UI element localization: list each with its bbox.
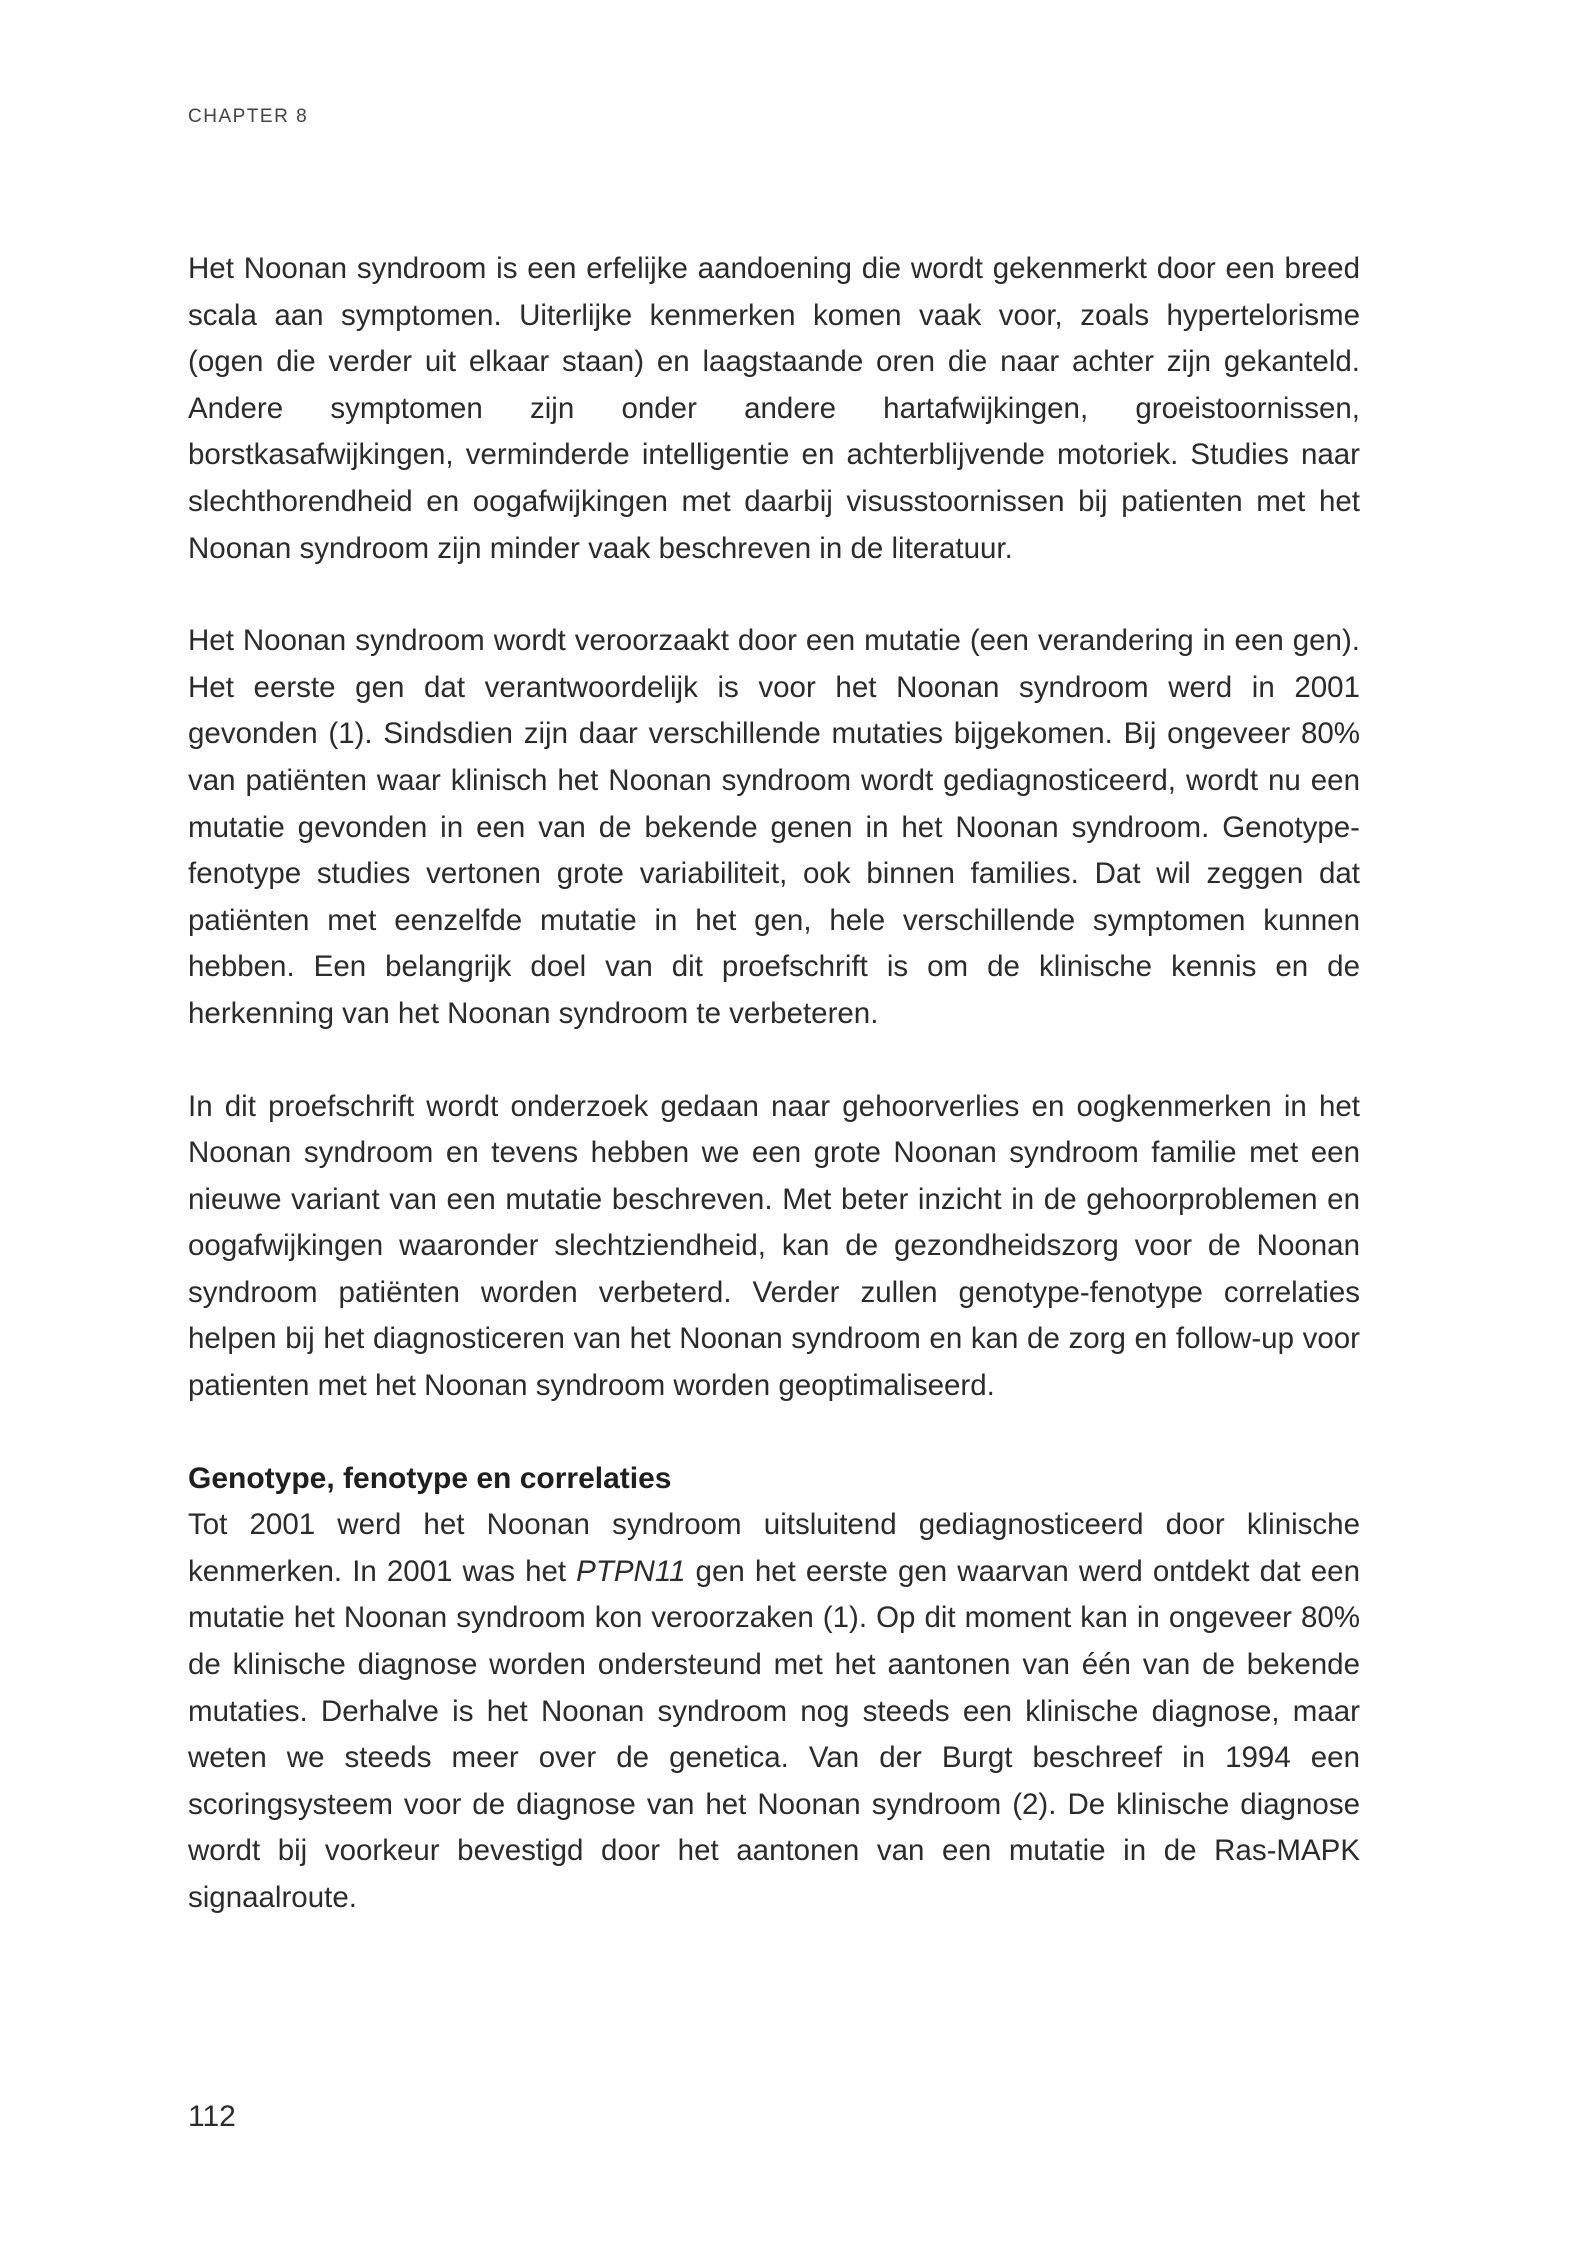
- paragraph-genotype-part1: Tot 2001 werd het Noonan syndroom uitsluitend gediagnosticeerd door klinische kenmerken. In 2001 was het: [188, 1508, 1360, 1588]
- gene-name: PTPN11: [576, 1554, 686, 1588]
- paragraph-thesis-aim: In dit proefschrift wordt onderzoek gedaan naar gehoorverlies en oogkenmerken in het Noonan syndroom en tevens hebben we een grote Noonan syndroom familie met een nieuwe variant van een mutatie beschreven. Met beter inzicht in de gehoorproblemen en oogafwijkingen waaronder slechtziendheid, kan de gezondheidszorg voor de Noonan syndroom patiënten worden verbeterd. Verder zullen genotype-fenotype correlaties helpen bij het diagnosticeren van het Noonan syndroom en kan de zorg en follow-up voor patienten met het Noonan syndroom worden geoptimaliseerd.: [188, 1089, 1360, 1403]
- page-number: 112: [188, 2100, 236, 2133]
- body-text: [188, 246, 1360, 1922]
- paragraph-genotype: [188, 1502, 1360, 1921]
- paragraph-genotype-part2: gen het eerste gen waarvan werd ontdekt dat een mutatie het Noonan syndroom kon veroorzaken (1). Op dit moment kan in ongeveer 80% de klinische diagnose worden ondersteund met het aantonen van één van de bekende mutaties. Derhalve is het Noonan syndroom nog steeds een klinische diagnose, maar weten we steeds meer over de genetica. Van der Burgt beschreef in 1994 een scoringsysteem voor de diagnose van het Noonan syndroom (2). De klinische diagnose wordt bij voorkeur bevestigd door het aantonen van een mutatie in de Ras-MAPK signaalroute.: [188, 1554, 1360, 1914]
- paragraph-intro: Het Noonan syndroom is een erfelijke aandoening die wordt gekenmerkt door een breed scala aan symptomen. Uiterlijke kenmerken komen vaak voor, zoals hypertelorisme (ogen die verder uit elkaar staan) en laagstaande oren die naar achter zijn gekanteld. Andere symptomen zijn onder andere hartafwijkingen, groeistoornissen, borstkasafwijkingen, verminderde intelligentie en achterblijvende motoriek. Studies naar slechthorendheid en oogafwijkingen met daarbij visusstoornissen bij patienten met het Noonan syndroom zijn minder vaak beschreven in de literatuur.: [188, 252, 1360, 565]
- paragraph-cause: Het Noonan syndroom wordt veroorzaakt door een mutatie (een verandering in een gen). Het eerste gen dat verantwoordelijk is voor het Noonan syndroom werd in 2001 gevonden (1). Sindsdien zijn daar verschillende mutaties bijgekomen. Bij ongeveer 80% van patiënten waar klinisch het Noonan syndroom wordt gediagnosticeerd, wordt nu een mutatie gevonden in een van de bekende genen in het Noonan syndroom. Genotype-fenotype studies vertonen grote variabiliteit, ook binnen families. Dat wil zeggen dat patiënten met eenzelfde mutatie in het gen, hele verschillende symptomen kunnen hebben. Een belangrijk doel van dit proefschrift is om de klinische kennis en de herkenning van het Noonan syndroom te verbeteren.: [188, 624, 1360, 1030]
- section-heading: Genotype, fenotype en correlaties: [188, 1461, 672, 1495]
- running-header-chapter: CHAPTER 8: [188, 106, 309, 127]
